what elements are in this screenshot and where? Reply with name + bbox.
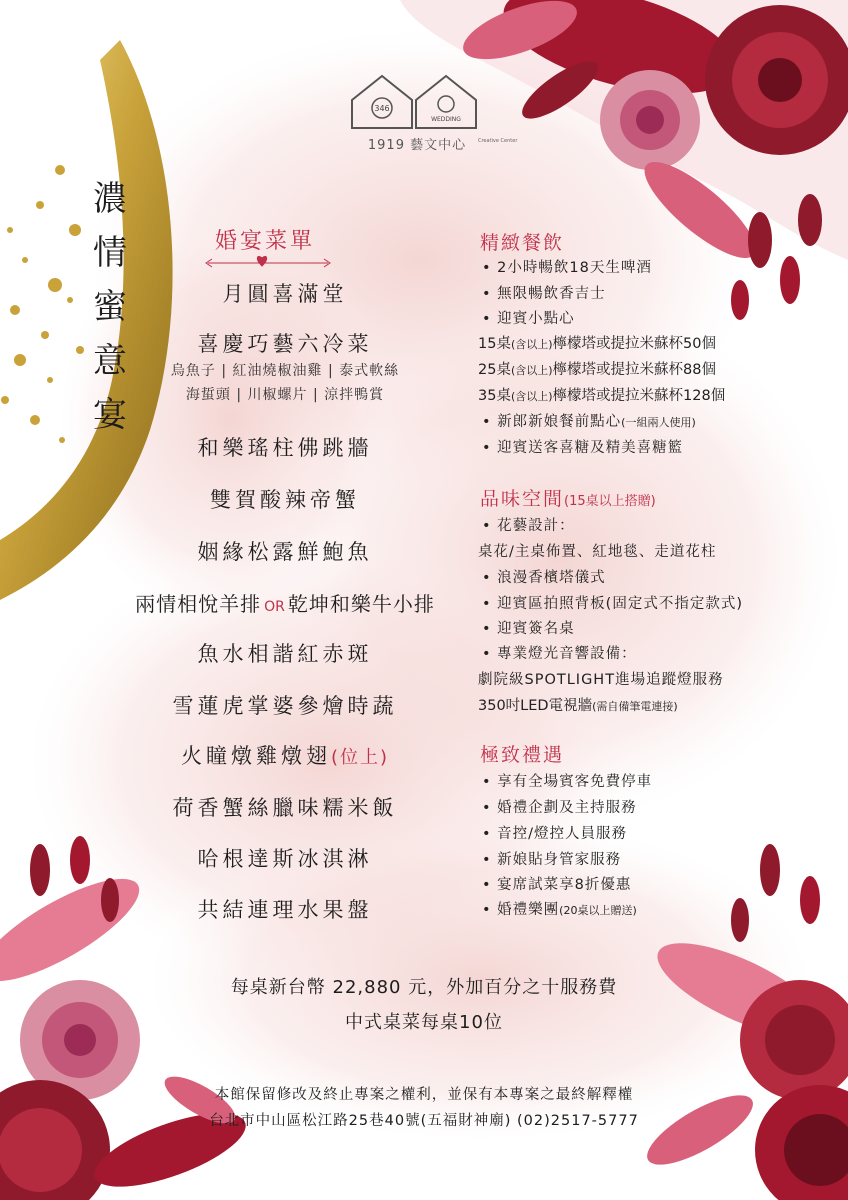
dish-chicken-name: 火瞳燉雞燉翅 xyxy=(180,744,331,768)
or-label: OR xyxy=(264,599,285,615)
logo-caption: 1919 藝文中心 xyxy=(367,138,467,153)
logo-tagline: Creative Center xyxy=(478,138,518,144)
space-detail: 劇院級SPOTLIGHT進場追蹤燈服務 xyxy=(478,672,724,688)
space-detail: 350吋LED電視牆(需自備筆電連接) xyxy=(478,698,678,714)
dish: 和樂瑤柱佛跳牆 xyxy=(197,436,373,460)
dish-choice-b: 乾坤和樂牛小排 xyxy=(287,592,435,616)
dish: 雪蓮虎掌婆參燴時蔬 xyxy=(172,694,398,718)
dish: 哈根達斯冰淇淋 xyxy=(197,847,373,871)
dish-choice-a: 兩情相悅羊排 xyxy=(135,592,262,616)
vertical-title-char: 情 xyxy=(93,233,127,273)
space-item: • 浪漫香檳塔儀式 xyxy=(482,570,606,586)
space-item: • 迎賓簽名桌 xyxy=(482,621,575,637)
drinks-item: • 迎賓送客喜糖及精美喜糖籃 xyxy=(482,440,684,456)
dish-choice xyxy=(100,588,470,617)
dessert-tier: 15桌(含以上)檸檬塔或提拉米蘇杯50個 xyxy=(478,336,716,352)
dish-chicken xyxy=(100,740,470,770)
perks-item: • 音控/燈控人員服務 xyxy=(482,826,628,842)
cold-plate-items: 海蜇頭 | 川椒螺片 | 涼拌鴨賞 xyxy=(185,387,385,403)
perks-item: • 享有全場賓客免費停車 xyxy=(482,774,653,790)
dish: 雙賀酸辣帝蟹 xyxy=(210,488,360,512)
rights-notice: 本館保留修改及終止專案之權利，並保有本專案之最終解釋權 xyxy=(214,1087,634,1103)
dish: 共結連理水果盤 xyxy=(197,898,373,922)
perks-item: • 宴席試菜享8折優惠 xyxy=(482,877,632,893)
address-line: 台北市中山區松江路25巷40號(五福財神廟) (02)2517-5777 xyxy=(209,1113,639,1129)
space-item: • 花藝設計： xyxy=(482,518,575,534)
dish-chicken-note: (位上) xyxy=(330,747,390,768)
drinks-item: • 2小時暢飲18天生啤酒 xyxy=(482,260,652,276)
drinks-item: • 新郎新娘餐前點心(一組兩人使用) xyxy=(482,414,696,430)
perks-item: • 婚禮企劃及主持服務 xyxy=(482,800,637,816)
vertical-title-char: 宴 xyxy=(93,395,127,435)
drinks-item: • 無限暢飲香吉士 xyxy=(482,286,606,302)
space-detail: 桌花/主桌佈置、紅地毯、走道花柱 xyxy=(478,544,717,560)
vertical-title-char: 濃 xyxy=(93,179,127,219)
space-item: • 專業燈光音響設備： xyxy=(482,646,637,662)
logo-badge-right: WEDDING xyxy=(431,116,461,123)
logo-badge-left: 346 xyxy=(374,104,390,113)
vertical-title-char: 意 xyxy=(93,341,127,381)
drinks-item: • 迎賓小點心 xyxy=(482,311,575,327)
perks-title: 極致禮遇 xyxy=(480,744,565,766)
perks-item: • 新娘貼身管家服務 xyxy=(482,852,622,868)
space-item: • 迎賓區拍照背板(固定式不指定款式) xyxy=(482,596,743,612)
drinks-title: 精緻餐飲 xyxy=(480,232,565,254)
menu-list xyxy=(100,0,470,940)
cold-plate-items: 烏魚子 | 紅油燒椒油雞 | 泰式軟絲 xyxy=(170,363,400,379)
dessert-tier: 25桌(含以上)檸檬塔或提拉米蘇杯88個 xyxy=(478,362,716,378)
space-title: 品味空間(15桌以上搭贈) xyxy=(480,488,656,510)
price-line: 每桌新台幣 22,880 元，外加百分之十服務費 xyxy=(230,977,618,998)
dessert-tier: 35桌(含以上)檸檬塔或提拉米蘇杯128個 xyxy=(478,388,726,404)
dish: 魚水相諧紅赤斑 xyxy=(197,642,373,666)
dish-cold-plate: 喜慶巧藝六冷菜 xyxy=(197,332,373,356)
dish: 姻緣松露鮮鮑魚 xyxy=(197,540,373,564)
set-name: 月圓喜滿堂 xyxy=(222,282,348,306)
dish: 荷香蟹絲臘味糯米飯 xyxy=(172,796,398,820)
table-size-line: 中式桌菜每桌10位 xyxy=(345,1012,503,1033)
perks-item: • 婚禮樂團(20桌以上贈送) xyxy=(482,902,637,918)
vertical-title-char: 蜜 xyxy=(93,287,127,327)
menu-title: 婚宴菜單 xyxy=(214,229,315,254)
